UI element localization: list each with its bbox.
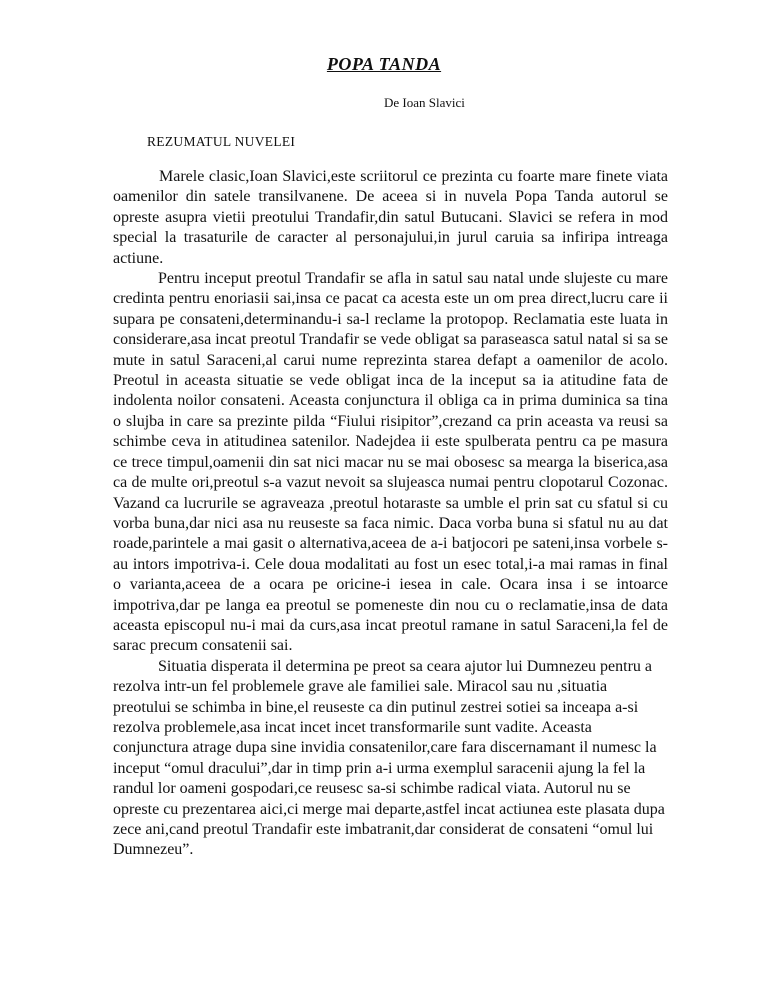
author-line: De Ioan Slavici: [384, 95, 465, 110]
document-title: POPA TANDA: [326, 54, 442, 74]
body-text: [113, 167, 668, 861]
paragraph-1: Marele clasic,Ioan Slavici,este scriitorul ce prezinta cu foarte mare finete viata oamenilor din satele transilvanene. De aceea si in nuvela Popa Tanda autorul se opreste asupra vietii preotului Trandafir,din satul Butucani. Slavici se refera in mod special la trasaturile de caracter al personajului,in jurul caruia sa infiripa intreaga actiune.: [113, 168, 668, 267]
paragraph-2: Pentru inceput preotul Trandafir se afla in satul sau natal unde slujeste cu mare credinta pentru enoriasii sai,insa ce pacat ca acesta este un om prea direct,lucru care ii supara pe consateni,determinandu-i sa-l reclame la protopop. Reclamatia este luata in considerare,asa incat preotul Trandafir se vede obligat sa paraseasca satul natal si sa se mute in satul Saraceni,al carui nume reprezinta starea defapt a oamenilor de acolo. Preotul in aceasta situatie se vede obligat inca de la inceput sa ia atitudine fata de indolenta noilor consateni. Aceasta conjunctura il obliga ca in prima duminica sa tina o slujba in care sa prezinte pilda “Fiului risipitor”,crezand ca prin aceasta va reusi sa schimbe ceva in atitudinea satenilor. Nadejdea ii este spulberata pentru ca pe masura ce trece timpul,oamenii din sat nici macar nu se mai obosesc sa mearga la biserica,asa ca de multe ori,preotul s-a vazut nevoit sa slujeasca numai pentru clopotarul Cozonac. Vazand ca lucrurile se agraveaza ,preotul hotaraste sa umble el prin sat cu sfatul si cu vorba buna,dar nici asa nu reuseste sa faca nimic. Daca vorba buna si sfatul nu au dat roade,parintele a mai gasit o alternativa,aceea de a-i batjocori pe sateni,insa vorbele s-au intors impotriva-i. Cele doua modalitati au fost un esec total,i-a mai ramas in final o varianta,aceea de a ocara pe oricine-i iesea in cale. Ocara insa i se intoarce impotriva,dar pe langa ea preotul se pomeneste din nou cu o reclamatie,insa de data aceasta episcopul nu-i mai da curs,asa incat preotul ramane in satul Saraceni,la fel de sarac precum consatenii sai.: [113, 270, 668, 655]
section-heading: REZUMATUL NUVELEI: [147, 134, 296, 149]
paragraph-3: Situatia disperata il determina pe preot sa ceara ajutor lui Dumnezeu pentru a rezolva intr-un fel problemele grave ale familiei sale. Miracol sau nu ,situatia preotului se schimba in bine,el reuseste ca din putinul zestrei sotiei sa inceapa a-si rezolva problemele,asa incat incet incet transformarile sunt vadite. Aceasta conjunctura atrage dupa sine invidia consatenilor,care fara discernamant il numesc la inceput “omul dracului”,dar in timp prin a-i urma exemplul saracenii ajung la fel la randul lor oameni gospodari,ce reusesc sa-si schimbe radical viata. Autorul nu se opreste cu prezentarea aici,ci merge mai departe,astfel incat actiunea este plasata dupa zece ani,cand preotul Trandafir este imbatranit,dar considerat de consateni “omul lui Dumnezeu”.: [113, 657, 665, 859]
